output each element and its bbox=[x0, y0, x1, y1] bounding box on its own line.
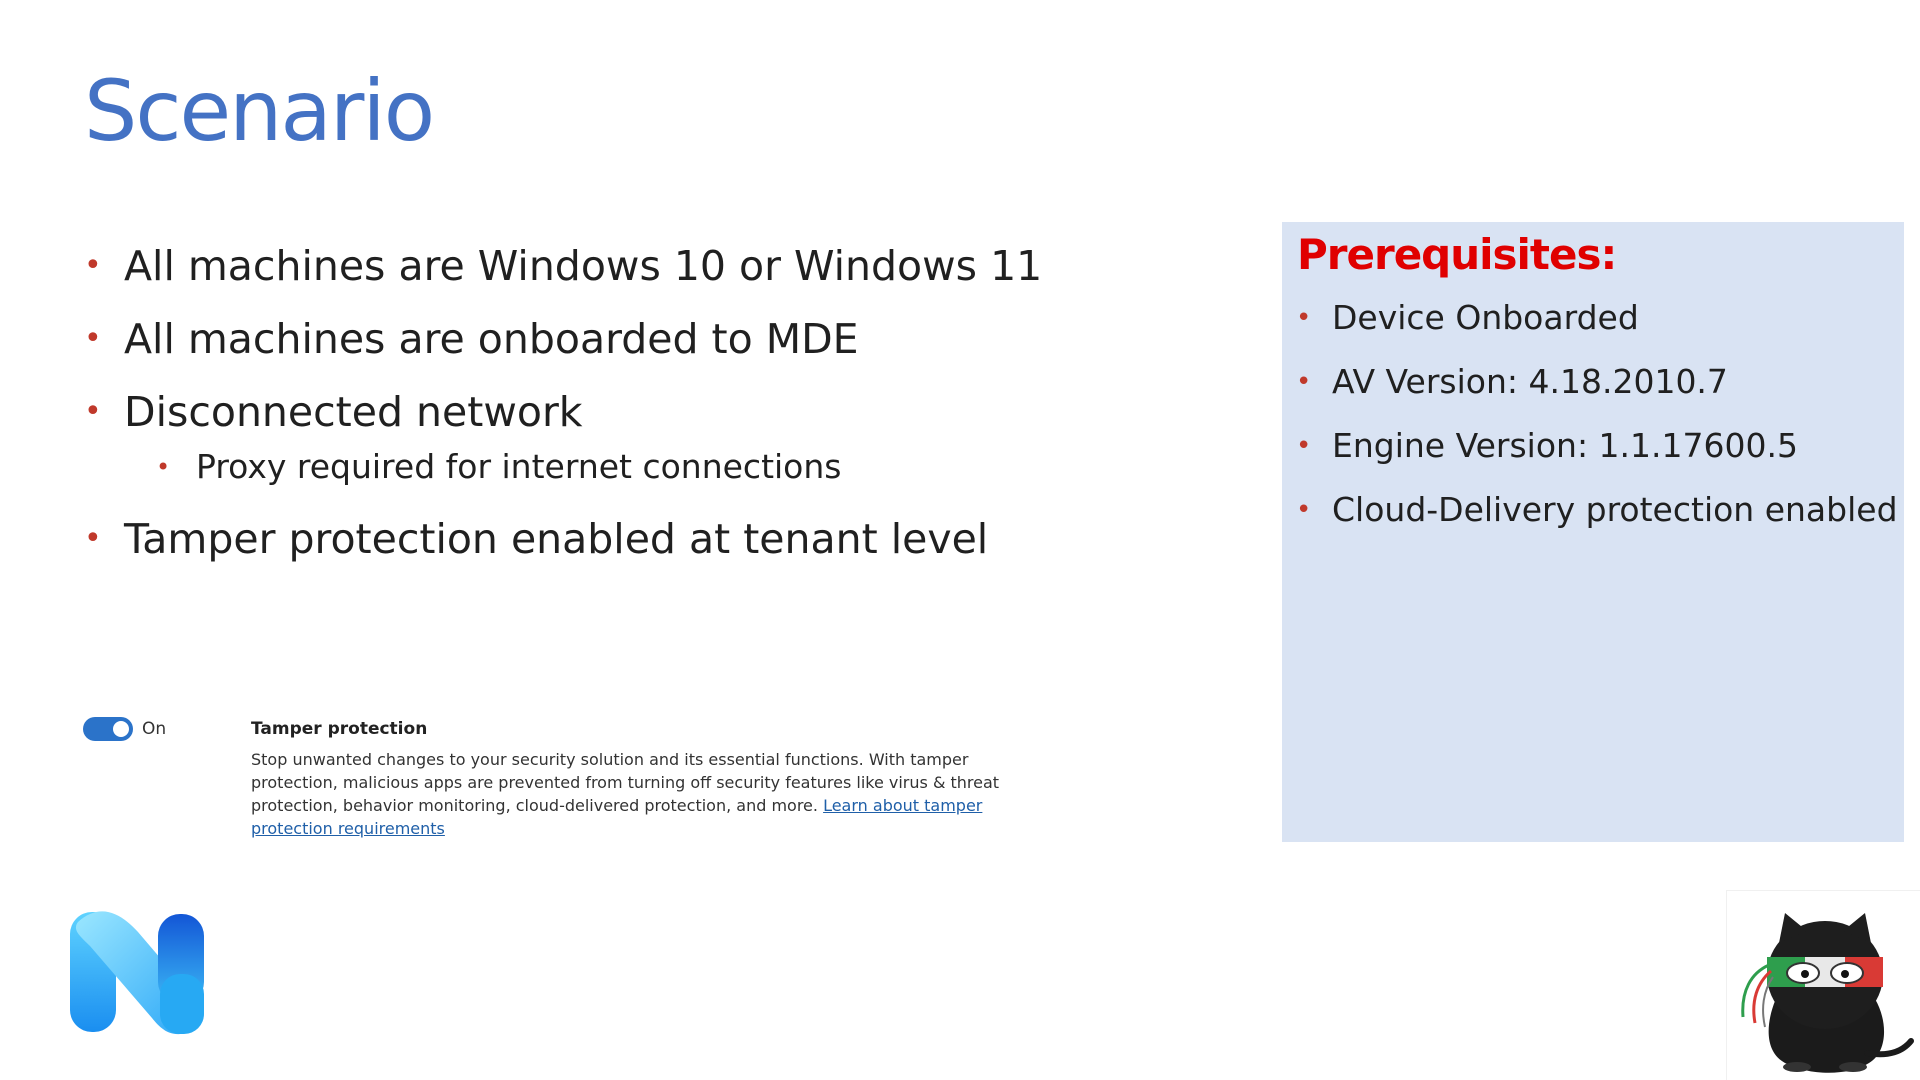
prerequisites-list bbox=[1296, 294, 1901, 550]
bullet-dot-icon: • bbox=[1296, 367, 1312, 397]
toggle-state-label: On bbox=[142, 719, 167, 739]
tamper-requirements-link[interactable]: Learn about tamper protection requirements bbox=[251, 796, 983, 838]
prerequisite-item bbox=[1296, 294, 1901, 342]
bullet-item bbox=[84, 240, 1234, 292]
n-shaped-logo-icon bbox=[68, 904, 208, 1040]
bullet-text: Disconnected network bbox=[124, 388, 583, 436]
bullet-text: Proxy required for internet connections bbox=[196, 447, 842, 486]
bullet-item bbox=[84, 513, 1234, 565]
bullet-dot-icon: • bbox=[84, 248, 102, 283]
bullet-text: Tamper protection enabled at tenant level bbox=[124, 515, 989, 563]
tamper-protection-toggle[interactable] bbox=[83, 717, 133, 741]
bullet-dot-icon: • bbox=[84, 521, 102, 556]
prerequisite-item bbox=[1296, 358, 1901, 406]
slide-title: Scenario bbox=[84, 62, 434, 160]
bullet-dot-icon: • bbox=[1296, 431, 1312, 461]
sub-bullet-item bbox=[84, 445, 1234, 489]
prerequisite-text: AV Version: 4.18.2010.7 bbox=[1332, 362, 1728, 401]
prerequisite-item bbox=[1296, 422, 1901, 470]
prerequisites-title: Prerequisites: bbox=[1297, 230, 1617, 279]
toggle-knob bbox=[113, 721, 129, 737]
bullet-item bbox=[84, 313, 1234, 365]
prerequisite-text: Device Onboarded bbox=[1332, 298, 1639, 337]
tamper-protection-title: Tamper protection bbox=[251, 719, 428, 739]
scenario-bullet-list bbox=[84, 240, 1234, 586]
bullet-dot-icon: • bbox=[156, 453, 171, 481]
prerequisite-text: Cloud-Delivery protection enabled bbox=[1332, 490, 1898, 529]
ninja-cat-logo-icon bbox=[1726, 890, 1920, 1080]
prerequisites-panel bbox=[1282, 222, 1904, 842]
bullet-dot-icon: • bbox=[1296, 303, 1312, 333]
bullet-item bbox=[84, 386, 1234, 438]
bullet-text: All machines are Windows 10 or Windows 11 bbox=[124, 242, 1043, 290]
bullet-dot-icon: • bbox=[1296, 495, 1312, 525]
prerequisite-text: Engine Version: 1.1.17600.5 bbox=[1332, 426, 1798, 465]
bullet-text: All machines are onboarded to MDE bbox=[124, 315, 859, 363]
bullet-dot-icon: • bbox=[84, 321, 102, 356]
tamper-description-text: Stop unwanted changes to your security solution and its essential functions. With tamper protection, malicious apps are prevented from turning off security features like virus & threat protection, behavior monitoring, cloud-delivered protection, and more. bbox=[251, 750, 1000, 815]
tamper-protection-description bbox=[251, 748, 1051, 840]
prerequisite-item bbox=[1296, 486, 1901, 534]
bullet-dot-icon: • bbox=[84, 394, 102, 429]
